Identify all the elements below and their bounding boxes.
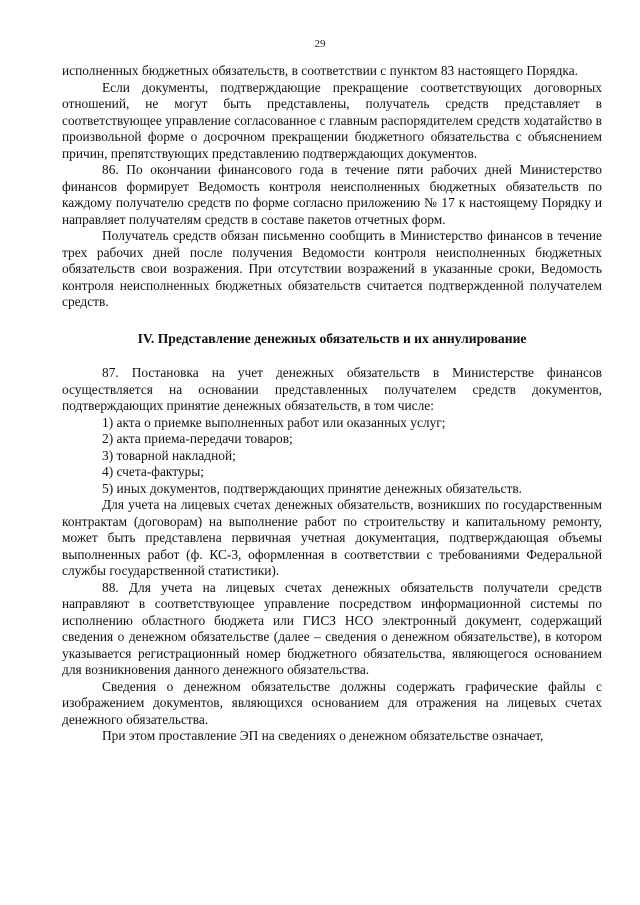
- document-body: [62, 63, 602, 745]
- paragraph-88: 88. Для учета на лицевых счетах денежных обязательств получатели средств направляют в соответствующее управление посредством информационной системы по исполнению областного бюджета или ГИСЗ НСО электронный документ, содержащий сведения о денежном обязательстве (далее – сведения о денежном обязательстве), в котором указывается регистрационный номер бюджетного обязательства, являющегося основанием для возникновения данного денежного обязательства.: [62, 579, 602, 677]
- paragraph-signature: При этом проставление ЭП на сведениях о денежном обязательстве означает,: [102, 728, 544, 743]
- list-item: 5) иных документов, подтверждающих принятие денежных обязательств.: [102, 480, 522, 496]
- paragraph-continuation: исполненных бюджетных обязательств, в соответствии с пунктом 83 настоящего Порядка.: [62, 63, 579, 78]
- list-item: 2) акта приема-передачи товаров;: [102, 431, 293, 446]
- list-item: 4) счета-фактуры;: [102, 464, 205, 479]
- paragraph-87: 87. Постановка на учет денежных обязательств в Министерстве финансов осуществляется на основании представленных получателем средств документов, подтверждающих принятие денежных обязательств, в том числе:: [62, 365, 602, 413]
- paragraph-objections: Получатель средств обязан письменно сообщить в Министерство финансов в течение трех рабочих дней после получения Ведомости контроля неисполненных бюджетных обязательств свои возражения. При отсутствии возражений в указанные сроки, Ведомость контроля неисполненных бюджетных обязательств считается подтвержденной получателем средств.: [62, 228, 602, 309]
- paragraph-graphic-files: Сведения о денежном обязательстве должны содержать графические файлы с изображением документов, являющихся основанием для отражения на лицевых счетах денежного обязательства.: [62, 678, 602, 727]
- list-item: 1) акта о приемке выполненных работ или оказанных услуг;: [102, 414, 446, 430]
- paragraph-construction-docs: Для учета на лицевых счетах денежных обязательств, возникших по государственным контрактам (договорам) на выполнение работ по строительству и капитальному ремонту, может быть представлена первичная учетная документация, подтверждающая объемы выполненных работ (ф. КС-3, оформленная в соответствии с требованиями Федеральной службы государственной статистики).: [62, 497, 602, 578]
- paragraph-86: 86. По окончании финансового года в течение пяти рабочих дней Министерство финансов формирует Ведомость контроля неисполненных бюджетных обязательств по каждому получателю средств по форме согласно приложению № 17 к настоящему Порядку и направляет получателям средств в составе пакетов отчетных форм.: [62, 162, 602, 227]
- list-item: 3) товарной накладной;: [102, 447, 236, 463]
- paragraph-termination-docs: Если документы, подтверждающие прекращение соответствующих договорных отношений, не могут быть представлены, получатель средств представляет в соответствующее управление согласованное с главным распорядителем средств ходатайство в произвольной форме о досрочном прекращении бюджетного обязательства с объяснением причин, препятствующих представлению подтверждающих документов.: [62, 79, 602, 161]
- section-heading: IV. Представление денежных обязательств и их аннулирование: [137, 330, 527, 346]
- page-number: 29: [314, 38, 326, 50]
